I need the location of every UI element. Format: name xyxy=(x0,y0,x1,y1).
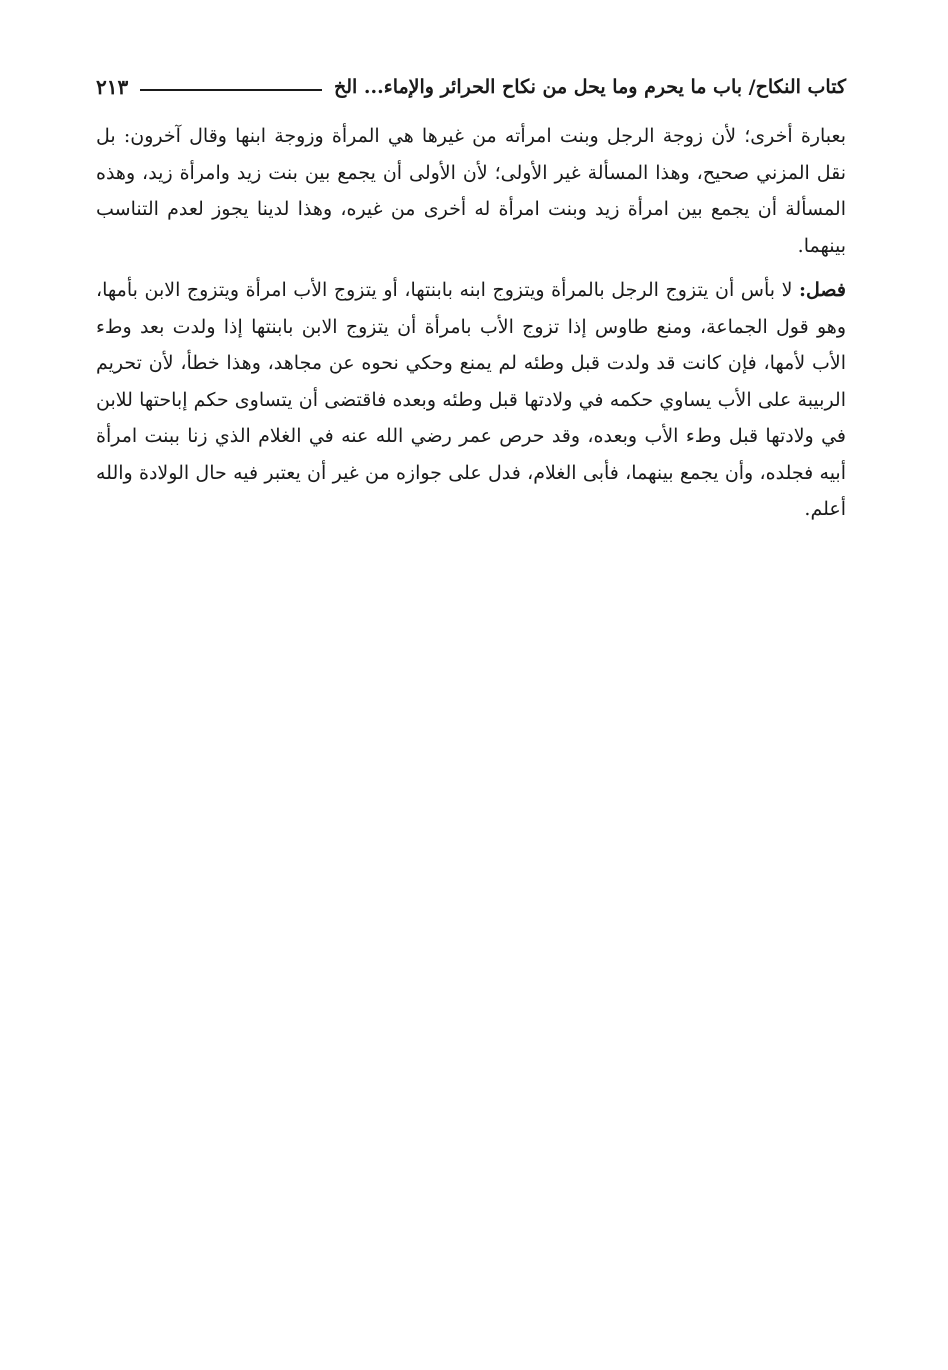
paragraph-1 xyxy=(96,118,846,264)
header-rule xyxy=(140,89,322,91)
header-title: كتاب النكاح/ باب ما يحرم وما يحل من نكاح الحرائر والإماء... الخ xyxy=(333,76,846,98)
running-header xyxy=(96,70,846,104)
paragraph-1-text: بعبارة أخرى؛ لأن زوجة الرجل وبنت امرأته من غيرها هي المرأة وزوجة ابنها وقال آخرون: بل نقل المزني صحيح، وهذا المسألة غير الأولى؛ لأن الأولى أن يجمع بين بنت زيد وامرأة زيد، وهذه المسألة أن يجمع بين امرأة زيد وبنت امرأة له أخرى من غيره، وهذا لدينا يجوز لعدم التناسب بينهما. xyxy=(96,125,846,257)
paragraph-2 xyxy=(96,272,846,528)
page-number: ٢١٣ xyxy=(96,75,129,99)
section-label: فصل: xyxy=(799,279,846,301)
paragraph-2-text: لا بأس أن يتزوج الرجل بالمرأة ويتزوج ابنه بابنتها، أو يتزوج الأب امرأة ويتزوج الابن بأمها، وهو قول الجماعة، ومنع طاوس إذا تزوج الأب بامرأة أن يتزوج الابن بابنتها إذا ولدت بعد وطء الأب لأمها، فإن كانت قد ولدت قبل وطئه لم يمنع وحكي نحوه عن مجاهد، وهذا خطأ، لأن تحريم الربيبة على الأب يساوي حكمه في ولادتها قبل وطئه وبعده فاقتضى أن يتساوى حكم إباحتها للابن في ولادتها قبل وطء الأب وبعده، وقد حرص عمر رضي الله عنه في الغلام الذي زنا ببنت امرأة أبيه فجلده، وأن يجمع بينهما، فأبى الغلام، فدل على جوازه من غير أن يعتبر فيه حال الولادة والله أعلم. xyxy=(96,279,846,520)
body-text xyxy=(96,118,846,528)
